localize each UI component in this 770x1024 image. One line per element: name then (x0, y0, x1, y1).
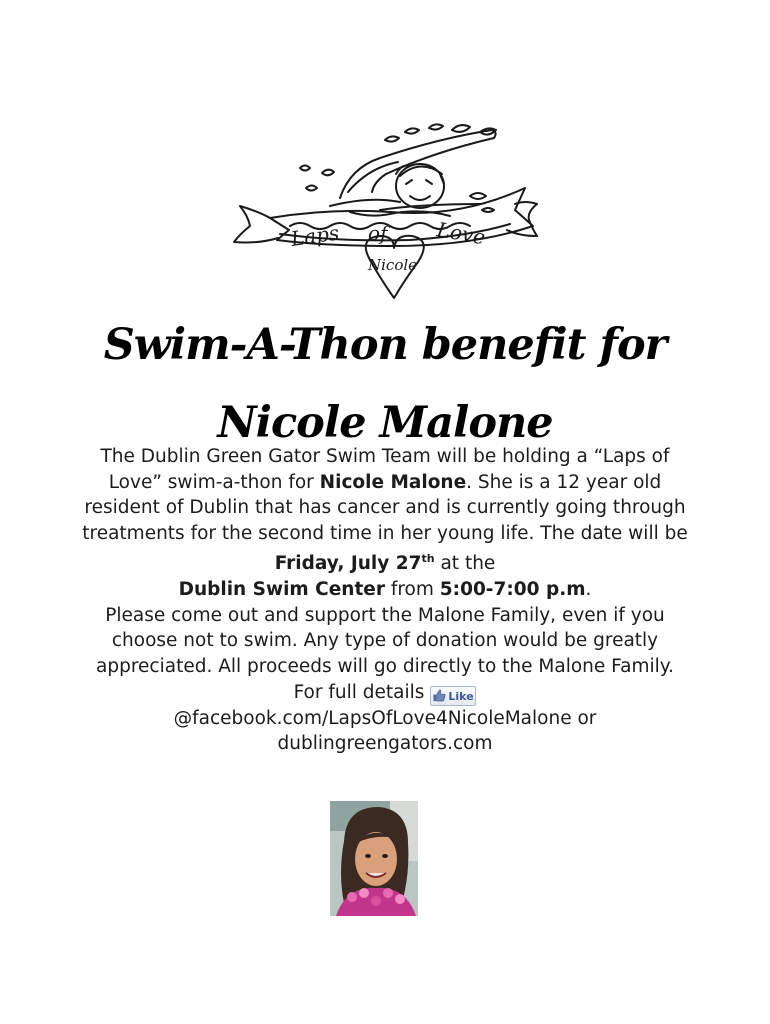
laps-of-love-logo (230, 118, 540, 308)
title-line-1: Swim-A-Thon benefit for (103, 320, 667, 370)
text-segment: The Dublin Green Gator Swim Team will be holding a “Laps of Love” swim-a-thon for (100, 446, 670, 493)
title-line-2: Nicole Malone (217, 398, 553, 448)
nicole-name: Nicole Malone (319, 471, 467, 493)
logo-text-of: of (368, 221, 388, 245)
text-segment: . (585, 579, 592, 601)
logo-text-laps: Laps (289, 220, 341, 251)
facebook-like-button[interactable] (430, 686, 476, 706)
description-paragraph-1 (80, 444, 690, 603)
text-segment: from (384, 579, 440, 601)
text-segment: at the (434, 553, 496, 575)
text-segment: . She is a 12 year old resident of Dublin that has cancer and is currently going through treatments for the second time in her young life. The date will be (82, 471, 688, 544)
event-date: Friday, July 27 (274, 553, 422, 575)
facebook-link[interactable]: @facebook.com/LapsOfLove4NicoleMalone or (173, 707, 597, 729)
girl-photo (330, 801, 418, 916)
details-line (80, 680, 690, 706)
event-location: Dublin Swim Center (178, 579, 385, 601)
website-link[interactable]: dublingreengators.com (277, 733, 493, 755)
like-label: Like (448, 689, 474, 703)
logo-text-love: Love (435, 217, 488, 250)
event-description (80, 444, 690, 757)
details-label: For full details (293, 681, 425, 703)
event-time: 5:00-7:00 p.m (439, 579, 586, 601)
logo-text-nicole: Nicole (368, 256, 418, 274)
thumbs-up-icon (433, 689, 446, 702)
description-paragraph-2: Please come out and support the Malone Family, even if you choose not to swim. Any type of donation would be greatly appreciated. All proceeds will go directly to the Malone Family. (96, 604, 674, 677)
page-title (0, 306, 770, 462)
date-suffix: th (421, 552, 435, 566)
